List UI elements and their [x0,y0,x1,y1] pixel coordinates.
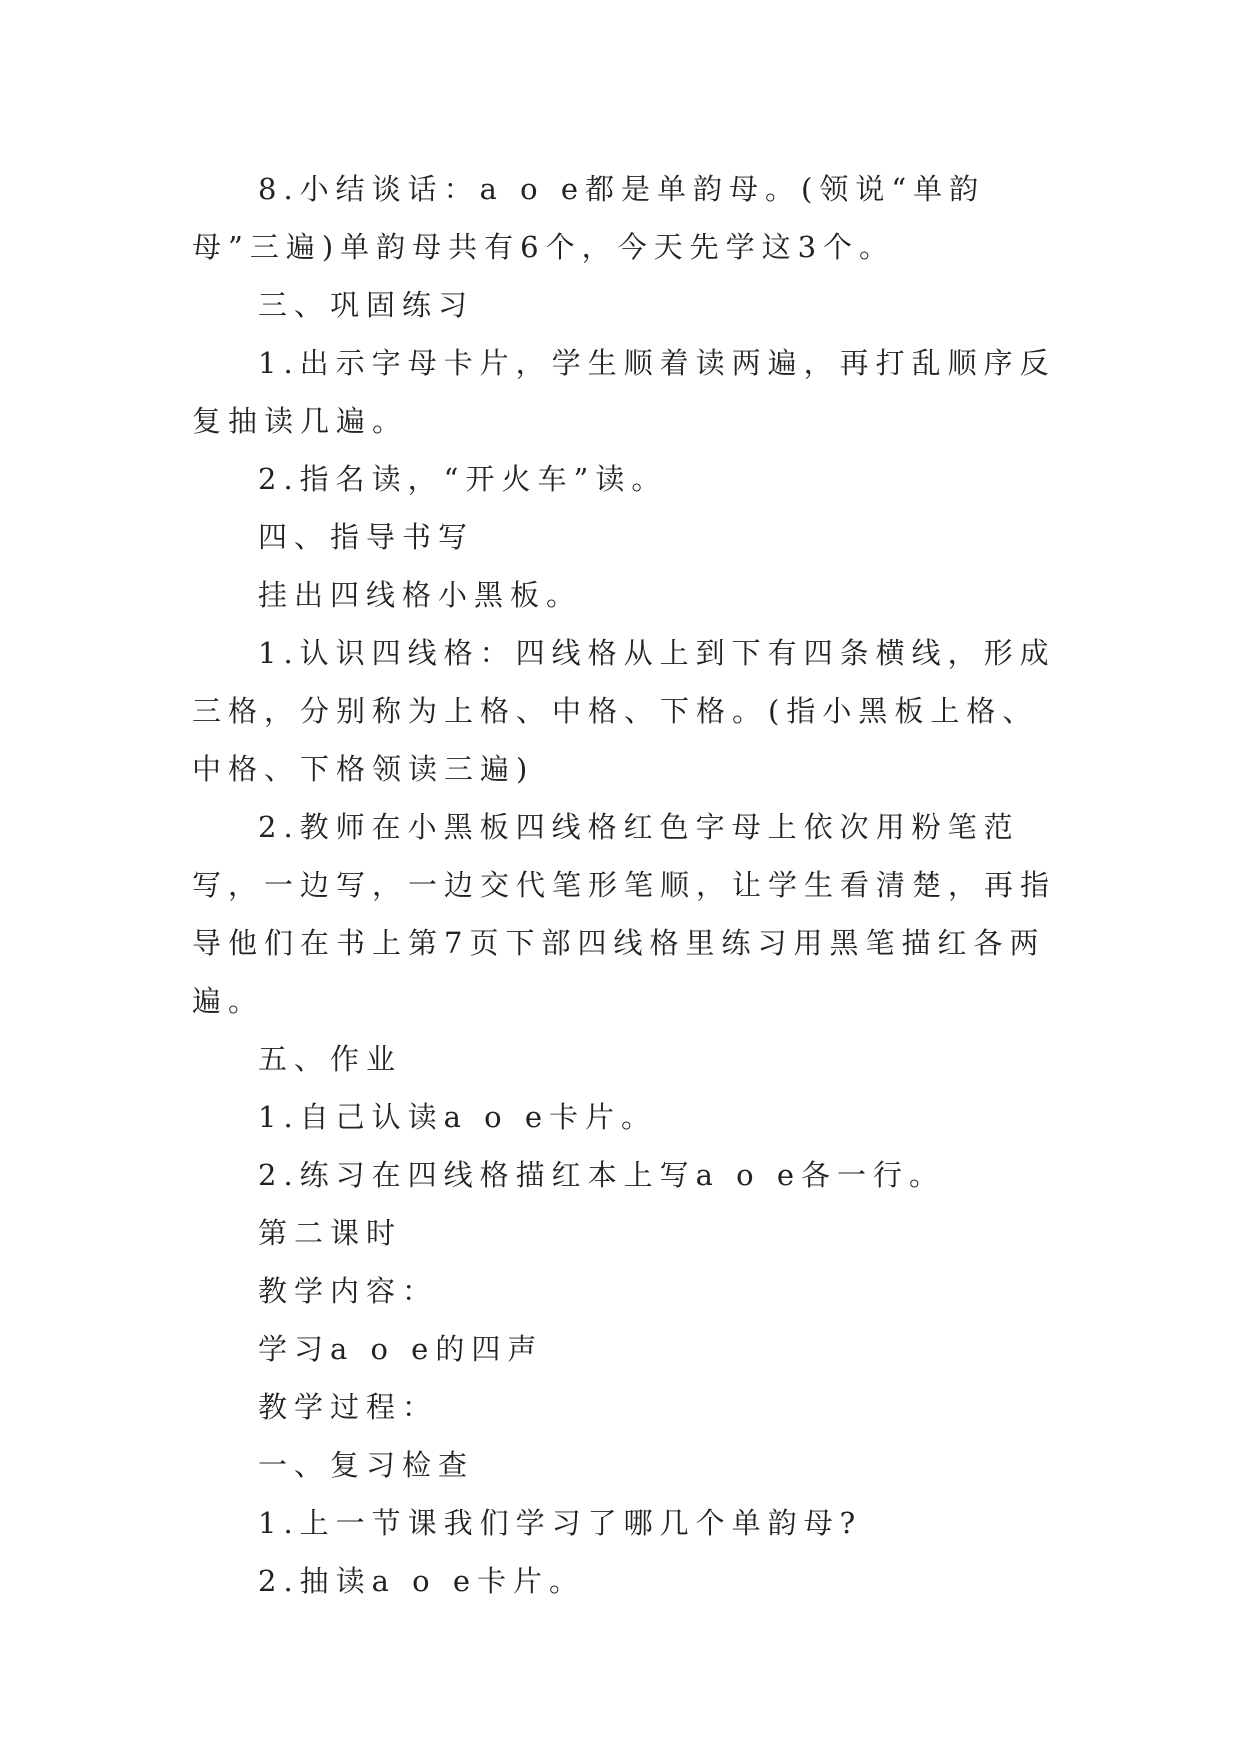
paragraph-draw-cards: 2.抽读a o e卡片。 [258,1564,586,1598]
paragraph-blackboard: 挂出四线格小黑板。 [258,578,583,612]
heading-consolidation-practice: 三、巩固练习 [258,288,475,322]
heading-review-check: 一、复习检查 [258,1448,475,1482]
heading-second-lesson: 第二课时 [258,1216,403,1250]
paragraph-name-reading: 2.指名读，“开火车”读。 [258,462,668,496]
paragraph-four-line-grid: 1.认识四线格：四线格从上到下有四条横线，形成三格，分别称为上格、中格、下格。(指小黑板上格、中格、下格领读三遍) [192,636,1056,786]
paragraph-homework-2: 2.练习在四线格描红本上写a o e各一行。 [258,1158,946,1192]
paragraph-teacher-demo: 2.教师在小黑板四线格红色字母上依次用粉笔范写，一边写，一边交代笔形笔顺，让学生看清楚，再指导他们在书上第7页下部四线格里练习用黑笔描红各两遍。 [192,810,1057,1018]
paragraph-four-tones: 学习a o e的四声 [258,1332,544,1366]
paragraph-show-cards: 1.出示字母卡片，学生顺着读两遍，再打乱顺序反复抽读几遍。 [192,346,1056,438]
paragraph-review-question: 1.上一节课我们学习了哪几个单韵母? [258,1506,863,1540]
heading-writing-guidance: 四、指导书写 [258,520,475,554]
label-teaching-process: 教学过程： [258,1390,439,1424]
heading-homework: 五、作业 [258,1042,403,1076]
paragraph-summary: 8.小结谈话：a o e都是单韵母。(领说“单韵母”三遍)单韵母共有6个，今天先学这3个。 [192,172,986,264]
document-body [192,160,1072,1610]
paragraph-homework-1: 1.自己认读a o e卡片。 [258,1100,658,1134]
label-teaching-content: 教学内容： [258,1274,439,1308]
